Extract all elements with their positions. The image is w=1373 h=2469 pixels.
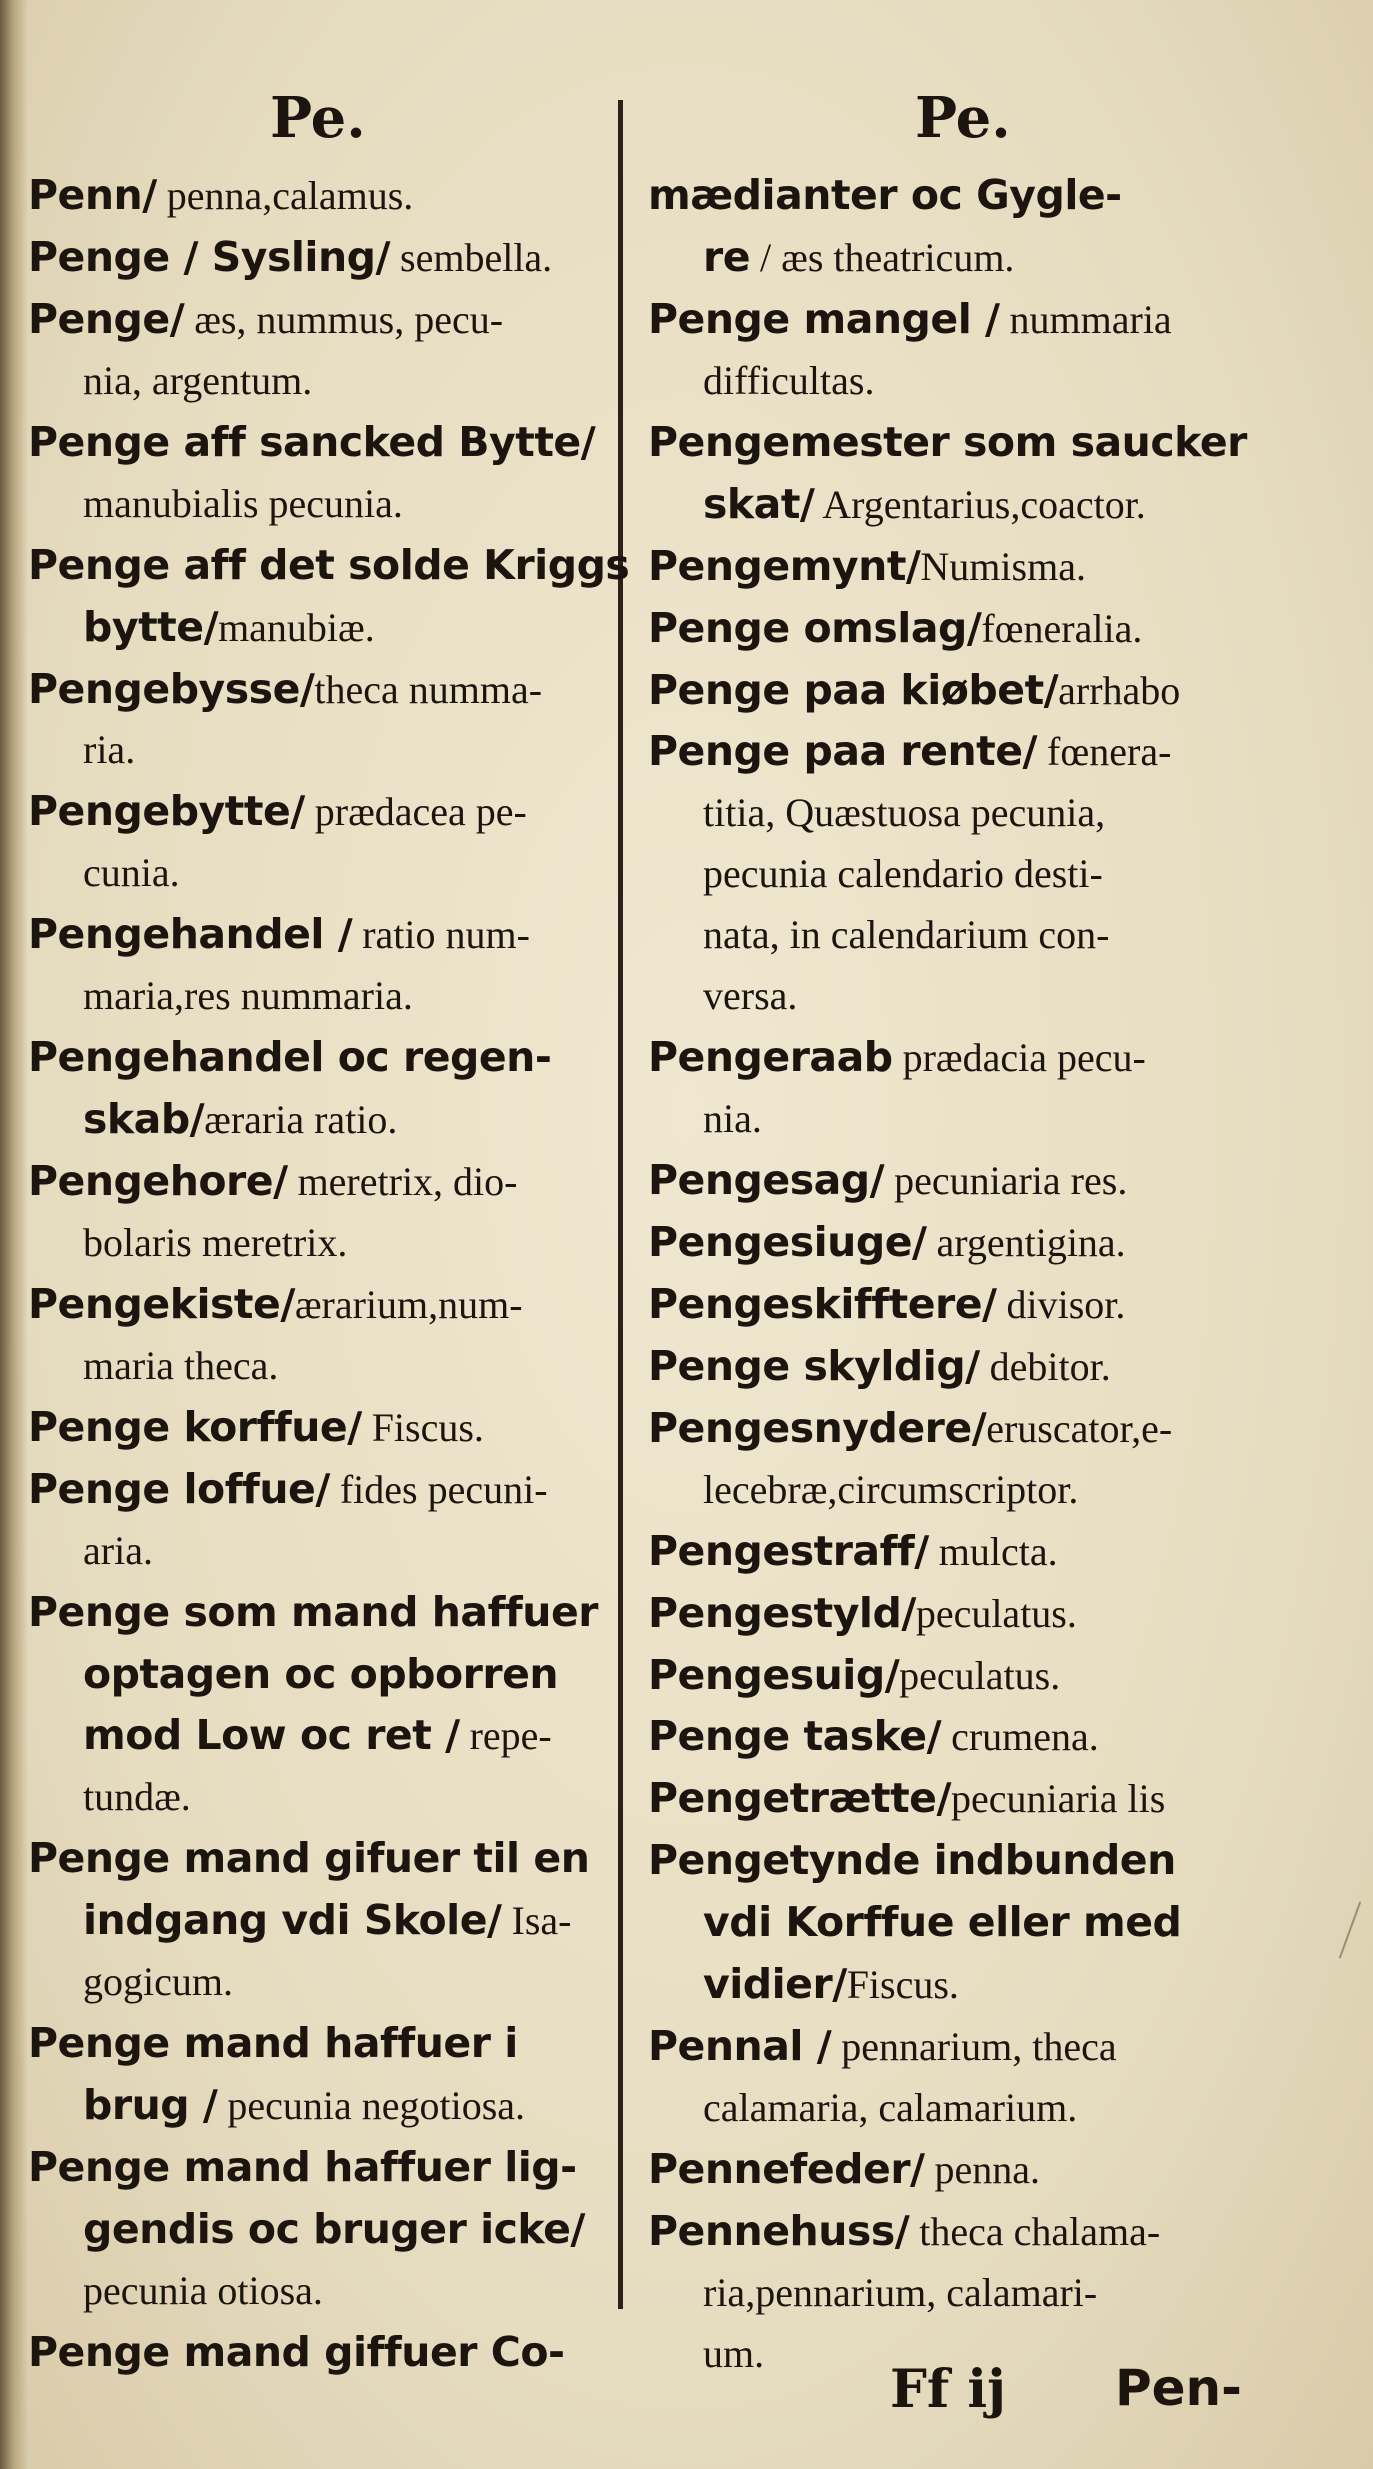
entry-line [648, 2201, 1258, 2263]
entry-line [648, 1274, 1258, 1336]
dictionary-entry [28, 2322, 603, 2384]
latin-gloss: maria theca. [83, 1342, 279, 1388]
headword: mædianter oc Gygle- [648, 171, 1122, 219]
headword: Penge omslag/ [648, 603, 982, 652]
dictionary-entry [648, 1583, 1258, 1645]
latin-gloss: prædacea pe- [304, 789, 527, 835]
entry-line [648, 1398, 1258, 1460]
latin-gloss: theca numma- [314, 666, 543, 712]
headword: Pengesuig/ [648, 1650, 900, 1699]
latin-gloss: divisor. [996, 1281, 1126, 1327]
entry-line [28, 1213, 603, 1274]
headword: Pengeraab [648, 1033, 893, 1082]
entry-line [648, 2016, 1258, 2078]
dictionary-entry [648, 165, 1258, 289]
dictionary-entry [648, 412, 1258, 536]
dictionary-entry [28, 904, 603, 1027]
headword: Pennehuss/ [648, 2206, 910, 2255]
headword: gendis oc bruger icke/ [83, 2204, 585, 2253]
right-column [648, 165, 1258, 2385]
entry-line [648, 2139, 1258, 2201]
dictionary-entry [28, 1582, 603, 1829]
entry-line [28, 1705, 603, 1767]
entry-line [648, 1089, 1258, 1150]
latin-gloss: peculatus. [899, 1652, 1061, 1698]
dictionary-entry [648, 1830, 1258, 2016]
dictionary-entry [648, 1027, 1258, 1150]
dictionary-entry [648, 1706, 1258, 1768]
entry-line [28, 1828, 603, 1890]
headword: Pengehandel / [28, 910, 353, 959]
entry-line [28, 1890, 603, 1952]
entry-line [28, 2013, 603, 2075]
latin-gloss: cunia. [83, 850, 180, 896]
latin-gloss: nia. [703, 1096, 762, 1142]
entry-line [648, 1336, 1258, 1398]
dictionary-entry [28, 1027, 603, 1151]
entry-line [28, 659, 603, 721]
entry-line [28, 1089, 603, 1151]
entry-line [28, 904, 603, 966]
headword: vidier/ [703, 1960, 847, 2009]
headword: Penge mand haffuer i [28, 2019, 518, 2068]
entry-line [648, 1954, 1258, 2016]
latin-gloss: eruscator,e- [986, 1405, 1173, 1451]
dictionary-entry [648, 1336, 1258, 1398]
running-head-left: Pe. [270, 85, 366, 151]
headword: Pengestyld/ [648, 1588, 916, 1637]
latin-gloss: theca chalama- [909, 2208, 1161, 2254]
headword: Pennefeder/ [648, 2145, 925, 2193]
headword: Penge loffue/ [28, 1464, 330, 1513]
entry-line [28, 412, 603, 474]
headword: Penge paa rente/ [648, 727, 1038, 776]
dictionary-entry [648, 2016, 1258, 2139]
left-column [28, 165, 630, 2384]
dictionary-entry [648, 2201, 1258, 2385]
latin-gloss: tundæ. [83, 1774, 191, 1820]
latin-gloss: manubiæ. [218, 604, 375, 650]
latin-gloss: nummaria [999, 296, 1172, 342]
dictionary-entry [28, 289, 603, 412]
latin-gloss: nata, in calendarium con- [703, 912, 1110, 958]
latin-gloss: fœnera- [1037, 729, 1172, 775]
latin-gloss: fœneralia. [981, 605, 1143, 651]
entry-line [28, 351, 603, 412]
latin-gloss: Fiscus. [361, 1404, 484, 1450]
entry-line [28, 1952, 603, 2013]
headword: vdi Korffue eller med [703, 1898, 1182, 1947]
latin-gloss: versa. [703, 973, 798, 1019]
dictionary-entry [648, 289, 1258, 412]
entry-line [648, 1768, 1258, 1830]
headword: Penge korffue/ [28, 1402, 362, 1451]
entry-line [28, 2322, 603, 2384]
entry-line [28, 1644, 603, 1706]
latin-gloss: manubialis pecunia. [83, 480, 403, 526]
dictionary-entry [28, 1151, 603, 1274]
headword: Penge taske/ [648, 1712, 942, 1761]
spine-shadow [0, 0, 28, 2469]
headword: Penge mangel / [648, 294, 1000, 343]
headword: Penge mand gifuer til en [28, 1834, 590, 1883]
entry-line [648, 227, 1258, 289]
entry-line [28, 227, 603, 289]
entry-line [28, 720, 603, 781]
headword: Penge/ [28, 294, 185, 343]
entry-line [648, 721, 1258, 783]
entry-line [28, 1336, 603, 1397]
headword: mod Low oc ret / [83, 1711, 460, 1760]
dictionary-entry [28, 1828, 603, 2013]
headword: Pengesiuge/ [648, 1217, 927, 1266]
entry-line [28, 1151, 603, 1213]
headword: indgang vdi Skole/ [83, 1896, 502, 1945]
headword: optagen oc opborren [83, 1649, 559, 1698]
headword: Pengehore/ [28, 1157, 288, 1205]
latin-gloss: ria,pennarium, calamari- [703, 2269, 1098, 2315]
latin-gloss: Fiscus. [846, 1962, 959, 2008]
entry-line [28, 1027, 603, 1089]
entry-line [28, 1274, 603, 1336]
headword: re [703, 232, 751, 281]
headword: Pengesnydere/ [648, 1403, 987, 1452]
headword: skab/ [83, 1095, 205, 1144]
entry-line [648, 2078, 1258, 2139]
latin-gloss: argentigina. [926, 1219, 1126, 1265]
latin-gloss: æs, nummus, pecu- [184, 296, 504, 342]
entry-line [648, 1027, 1258, 1089]
entry-line [28, 1397, 603, 1459]
headword: Penge skyldig/ [648, 1341, 980, 1390]
headword: brug / [83, 2081, 218, 2130]
column-rule [618, 100, 623, 2309]
entry-line [28, 2137, 603, 2199]
latin-gloss: / æs theatricum. [750, 234, 1015, 280]
dictionary-entry [648, 598, 1258, 660]
entry-line [648, 966, 1258, 1027]
dictionary-entry [648, 536, 1258, 598]
headword: Penge / Sysling/ [28, 232, 391, 281]
latin-gloss: debitor. [979, 1343, 1111, 1389]
entry-line [648, 474, 1258, 536]
dictionary-entry [28, 535, 630, 659]
entry-line [28, 2075, 603, 2137]
headword: Pengebytte/ [28, 787, 305, 836]
headword: Pengemester som saucker [648, 417, 1247, 466]
headword: Pengesag/ [648, 1156, 885, 1204]
entry-line [648, 165, 1258, 227]
entry-line [28, 2261, 603, 2322]
dictionary-entry [648, 1768, 1258, 1830]
entry-line [28, 474, 603, 535]
headword: Penge mand giffuer Co- [28, 2327, 565, 2376]
dictionary-entry [648, 721, 1258, 1027]
headword: Pengehandel oc regen- [28, 1033, 552, 1082]
headword: Penge paa kiøbet/ [648, 665, 1059, 714]
latin-gloss: meretrix, dio- [287, 1159, 518, 1204]
headword: Penge aff sancked Bytte/ [28, 417, 596, 466]
entry-line [28, 781, 603, 843]
latin-gloss: titia, Quæstuosa pecunia, [703, 790, 1106, 836]
latin-gloss: difficultas. [703, 357, 875, 403]
latin-gloss: ærarium,num- [294, 1281, 523, 1327]
latin-gloss: nia, argentum. [83, 357, 313, 403]
entry-line [28, 1521, 603, 1582]
dictionary-entry [28, 2013, 603, 2137]
entry-line [648, 2263, 1258, 2324]
headword: Pengetynde indbunden [648, 1836, 1176, 1885]
headword: Penge mand haffuer lig- [28, 2143, 577, 2191]
entry-line [648, 1460, 1258, 1521]
latin-gloss: pecunia otiosa. [83, 2267, 323, 2313]
latin-gloss: repe- [459, 1713, 552, 1759]
entry-line [28, 1582, 603, 1644]
latin-gloss: mulcta. [928, 1528, 1058, 1574]
dictionary-entry [648, 1398, 1258, 1521]
dictionary-entry [28, 1459, 603, 1582]
entry-line [648, 783, 1258, 844]
latin-gloss: fides pecuni- [329, 1466, 548, 1512]
dictionary-entry [648, 1150, 1258, 1212]
entry-line [648, 844, 1258, 905]
dictionary-entry [28, 659, 603, 782]
catchword: Pen- [1115, 2359, 1242, 2417]
entry-line [28, 165, 603, 227]
headword: Pengestraff/ [648, 1526, 929, 1575]
latin-gloss: pennarium, theca [831, 2024, 1117, 2070]
headword: Pengetrætte/ [648, 1774, 951, 1823]
dictionary-entry [648, 1645, 1258, 1707]
latin-gloss: ratio num- [352, 912, 530, 958]
headword: bytte/ [83, 602, 219, 651]
dictionary-entry [648, 660, 1258, 722]
headword: Penge som mand haffuer [28, 1587, 598, 1636]
dictionary-entry [28, 1274, 603, 1397]
entry-line [648, 598, 1258, 660]
entry-line [28, 597, 603, 659]
latin-gloss: penna,calamus. [156, 173, 414, 218]
entry-line [28, 289, 603, 351]
entry-line [648, 1706, 1258, 1768]
headword: Penge aff det solde Kriggs [28, 540, 630, 589]
dictionary-entry [28, 165, 603, 227]
latin-gloss: um. [703, 2330, 765, 2376]
latin-gloss: pecuniaria lis [950, 1776, 1166, 1822]
latin-gloss: Numisma. [920, 543, 1086, 589]
paper-mark [1339, 1901, 1361, 1958]
latin-gloss: Argentarius,coactor. [814, 481, 1146, 527]
entry-line [648, 289, 1258, 351]
entry-line [648, 1150, 1258, 1212]
entry-line [648, 1830, 1258, 1892]
latin-gloss: penna. [924, 2147, 1041, 2192]
latin-gloss: ria. [83, 727, 136, 773]
latin-gloss: Isa- [501, 1898, 572, 1944]
entry-line [28, 1459, 603, 1521]
dictionary-entry [28, 1397, 603, 1459]
dictionary-entry [648, 1274, 1258, 1336]
entry-line [28, 2199, 603, 2261]
dictionary-entry [648, 2139, 1258, 2201]
latin-gloss: prædacia pecu- [892, 1035, 1146, 1081]
entry-line [648, 1521, 1258, 1583]
entry-line [648, 1645, 1258, 1707]
dictionary-entry [648, 1521, 1258, 1583]
dictionary-entry [648, 1212, 1258, 1274]
latin-gloss: pecuniaria res. [884, 1158, 1128, 1203]
headword: Pengebysse/ [28, 664, 315, 713]
latin-gloss: pecunia calendario desti- [703, 851, 1103, 897]
latin-gloss: crumena. [941, 1714, 1099, 1760]
entry-line [28, 1767, 603, 1828]
entry-line [648, 412, 1258, 474]
latin-gloss: calamaria, calamarium. [703, 2085, 1078, 2131]
headword: skat/ [703, 479, 815, 528]
dictionary-entry [28, 412, 603, 535]
entry-line [28, 535, 630, 597]
entry-line [28, 966, 603, 1027]
latin-gloss: æraria ratio. [204, 1097, 398, 1143]
entry-line [648, 351, 1258, 412]
latin-gloss: pecunia negotiosa. [217, 2083, 526, 2129]
signature-mark: Ff ij [890, 2359, 1006, 2420]
headword: Pengemynt/ [648, 541, 921, 590]
latin-gloss: aria. [83, 1527, 153, 1573]
headword: Pengeskifftere/ [648, 1279, 997, 1328]
latin-gloss: peculatus. [915, 1590, 1077, 1636]
headword: Penn/ [28, 171, 157, 219]
entry-line [648, 1583, 1258, 1645]
headword: Pengekiste/ [28, 1279, 295, 1328]
latin-gloss: arrhabo [1058, 667, 1181, 713]
headword: Pennal / [648, 2022, 832, 2071]
latin-gloss: lecebræ,circumscriptor. [703, 1466, 1079, 1512]
latin-gloss: maria,res nummaria. [83, 973, 413, 1019]
latin-gloss: gogicum. [83, 1959, 233, 2005]
dictionary-entry [28, 2137, 603, 2322]
latin-gloss: bolaris meretrix. [83, 1219, 348, 1265]
dictionary-entry [28, 227, 603, 289]
entry-line [648, 1212, 1258, 1274]
running-head-right: Pe. [915, 85, 1011, 151]
entry-line [648, 905, 1258, 966]
entry-line [28, 843, 603, 904]
dictionary-entry [28, 781, 603, 904]
entry-line [648, 1892, 1258, 1954]
latin-gloss: sembella. [390, 234, 553, 280]
entry-line [648, 660, 1258, 722]
entry-line [648, 536, 1258, 598]
